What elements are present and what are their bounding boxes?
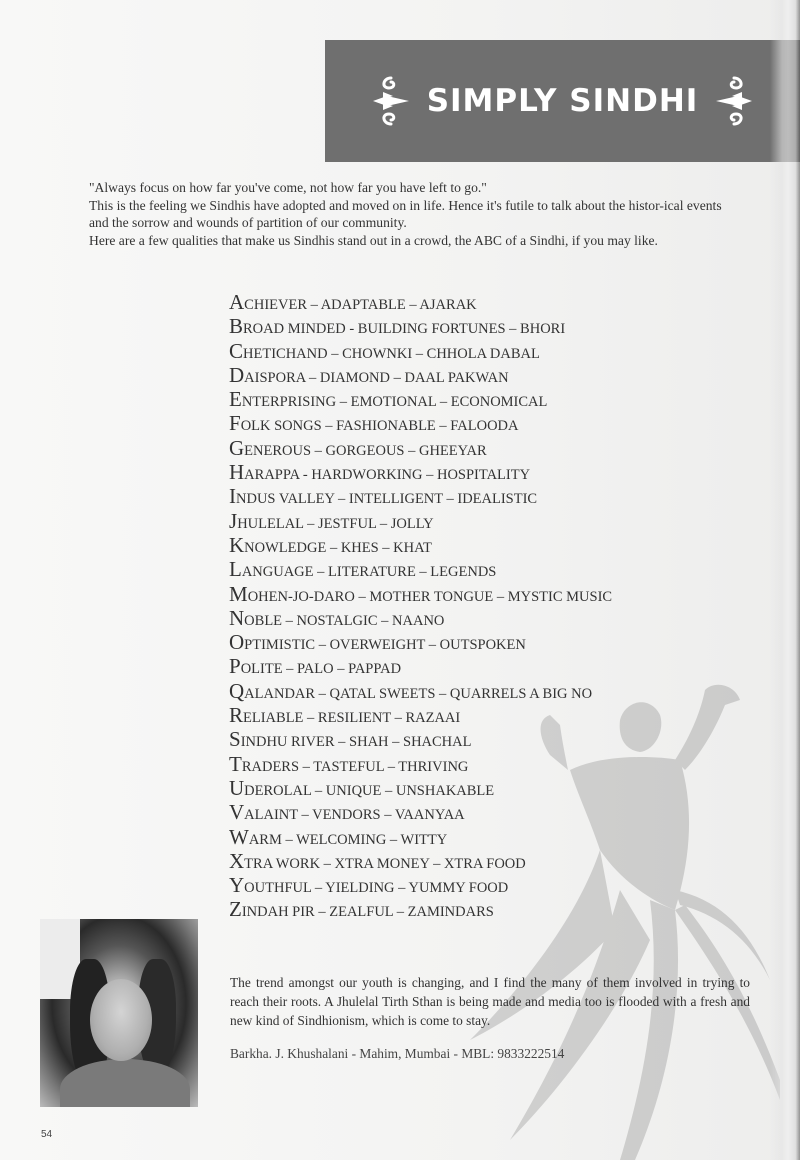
abc-initial: J (229, 508, 238, 533)
abc-item-p (229, 654, 612, 678)
abc-initial: C (229, 338, 244, 363)
abc-initial: Q (229, 678, 245, 703)
abc-initial: Z (229, 897, 242, 922)
abc-item-j (229, 509, 612, 533)
abc-words: RADERS – TASTEFUL – THRIVING (241, 758, 469, 775)
abc-item-a (229, 290, 612, 314)
abc-initial: L (229, 557, 242, 582)
abc-item-v (229, 800, 612, 824)
abc-words: AISPORA – DIAMOND – DAAL PAKWAN (244, 369, 509, 386)
abc-words: PTIMISTIC – OVERWEIGHT – OUTSPOKEN (244, 637, 526, 654)
abc-item-c (229, 339, 612, 363)
abc-words: OBLE – NOSTALGIC – NAANO (244, 612, 445, 629)
abc-initial: X (229, 848, 245, 873)
abc-item-w (229, 825, 612, 849)
author-photo (40, 919, 198, 1107)
abc-words: NTERPRISING – EMOTIONAL – ECONOMICAL (241, 394, 548, 411)
intro-quote: "Always focus on how far you've come, not how far you have left to go." (89, 180, 487, 195)
abc-initial: K (229, 532, 245, 557)
abc-item-l (229, 557, 612, 581)
abc-words: OLITE – PALO – PAPPAD (240, 661, 402, 678)
abc-initial: H (229, 460, 245, 485)
abc-item-m (229, 582, 612, 606)
abc-item-t (229, 752, 612, 776)
abc-initial: T (229, 751, 242, 776)
abc-item-e (229, 387, 612, 411)
abc-item-b (229, 314, 612, 338)
page-title: SIMPLY SINDHI (426, 83, 699, 119)
abc-initial: O (229, 630, 245, 655)
author-credit: Barkha. J. Khushalani - Mahim, Mumbai - MBL: 9833222514 (230, 1046, 565, 1061)
abc-initial: E (229, 387, 242, 412)
abc-initial: U (229, 775, 245, 800)
abc-initial: N (229, 605, 245, 630)
abc-words: HETICHAND – CHOWNKI – CHHOLA DABAL (243, 345, 540, 362)
abc-item-i (229, 484, 612, 508)
abc-initial: A (229, 290, 245, 314)
abc-item-q (229, 679, 612, 703)
intro-lead: Here are a few qualities that make us Sindhis stand out in a crowd, the ABC of a Sindhi, if you may like. (89, 232, 658, 248)
abc-initial: F (229, 411, 241, 436)
page-number: 54 (41, 1129, 53, 1140)
abc-initial: G (229, 435, 245, 460)
abc-words: DEROLAL – UNIQUE – UNSHAKABLE (244, 782, 495, 799)
swirl-ornament-icon (369, 74, 413, 128)
abc-words: OUTHFUL – YIELDING – YUMMY FOOD (244, 880, 509, 897)
page-edge-shadow (770, 0, 800, 1160)
abc-item-g (229, 436, 612, 460)
abc-words: HULELAL – JESTFUL – JOLLY (237, 515, 434, 532)
abc-item-r (229, 703, 612, 727)
abc-item-k (229, 533, 612, 557)
abc-initial: B (229, 314, 244, 339)
abc-words: ANGUAGE – LITERATURE – LEGENDS (241, 564, 497, 581)
abc-words: ALAINT – VENDORS – VAANYAA (244, 807, 465, 824)
abc-words: NDUS VALLEY – INTELLIGENT – IDEALISTIC (236, 491, 538, 508)
abc-words: ENEROUS – GORGEOUS – GHEEYAR (244, 442, 487, 459)
abc-initial: M (229, 581, 248, 606)
abc-words: TRA WORK – XTRA MONEY – XTRA FOOD (244, 855, 526, 872)
abc-item-u (229, 776, 612, 800)
intro-paragraph (89, 179, 729, 249)
abc-words: ALANDAR – QATAL SWEETS – QUARRELS A BIG NO (244, 685, 593, 702)
abc-words: ELIABLE – RESILIENT – RAZAAI (243, 710, 461, 727)
abc-initial: S (229, 727, 241, 752)
intro-body: This is the feeling we Sindhis have adopted and moved on in life. Hence it's futile to talk about the histor-ical events and the sorrow and wounds of partition of our community. (89, 197, 722, 230)
abc-list (229, 290, 612, 922)
abc-item-y (229, 873, 612, 897)
abc-item-z (229, 897, 612, 921)
abc-initial: I (229, 484, 236, 509)
abc-initial: Y (229, 873, 245, 898)
abc-item-d (229, 363, 612, 387)
closing-paragraph (230, 973, 750, 1030)
abc-words: ARAPPA - HARDWORKING – HOSPITALITY (244, 467, 531, 484)
abc-words: INDHU RIVER – SHAH – SHACHAL (240, 734, 472, 751)
header-banner (325, 40, 800, 162)
abc-words: OLK SONGS – FASHIONABLE – FALOODA (240, 418, 519, 435)
abc-initial: P (229, 654, 241, 679)
closing-text: The trend amongst our youth is changing, and I find the many of them involved in trying to reach their roots. A Jhulelal Tirth Sthan is being made and media too is flooded with a fresh and new kind of Sindhionism, which is come to stay. (230, 975, 750, 1028)
abc-item-o (229, 630, 612, 654)
abc-item-x (229, 849, 612, 873)
abc-item-s (229, 727, 612, 751)
abc-words: OHEN-JO-DARO – MOTHER TONGUE – MYSTIC MUSIC (247, 588, 613, 605)
abc-initial: W (229, 824, 249, 849)
abc-initial: V (229, 800, 245, 825)
abc-initial: D (229, 362, 245, 387)
abc-item-n (229, 606, 612, 630)
abc-words: ARM – WELCOMING – WITTY (248, 831, 448, 848)
swirl-ornament-icon (712, 74, 756, 128)
abc-item-h (229, 460, 612, 484)
abc-words: ROAD MINDED - BUILDING FORTUNES – BHORI (243, 321, 566, 338)
abc-item-f (229, 411, 612, 435)
abc-initial: R (229, 703, 244, 728)
abc-words: CHIEVER – ADAPTABLE – AJARAK (244, 297, 477, 313)
abc-words: NOWLEDGE – KHES – KHAT (244, 539, 432, 556)
abc-words: INDAH PIR – ZEALFUL – ZAMINDARS (241, 904, 494, 921)
